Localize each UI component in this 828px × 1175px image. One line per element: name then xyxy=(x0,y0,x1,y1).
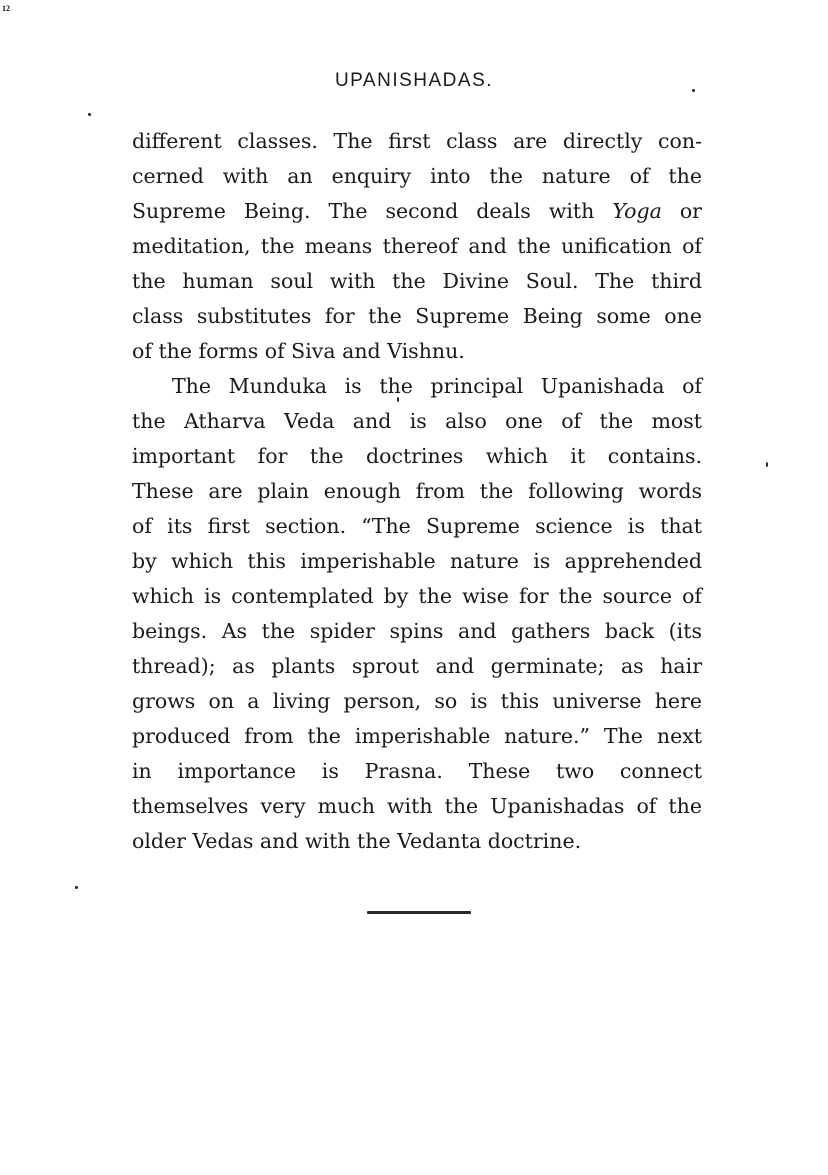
ink-speck xyxy=(75,886,78,889)
paragraph-2 xyxy=(132,369,702,859)
text-line: class substitutes for the Supreme Being some one xyxy=(132,304,702,328)
ink-speck xyxy=(692,89,695,92)
body-text xyxy=(132,124,702,859)
text-line: which is contemplated by the wise for the source of xyxy=(132,584,702,608)
text-line: cerned with an enquiry into the nature of the xyxy=(132,164,702,188)
text-line: meditation, the means thereof and the unification of xyxy=(132,234,702,258)
text-line: These are plain enough from the following words xyxy=(132,479,702,503)
paragraph-1 xyxy=(132,124,702,369)
text-line: the Atharva Veda and is also one of the most xyxy=(132,409,702,433)
text-line: themselves very much with the Upanishadas of the xyxy=(132,794,702,818)
text-line: the human soul with the Divine Soul. The third xyxy=(132,269,702,293)
text-line: by which this imperishable nature is apprehended xyxy=(132,549,702,573)
text-line: different classes. The first class are directly con- xyxy=(132,129,702,153)
text-line: of the forms of Siva and Vishnu. xyxy=(132,339,465,363)
text-line: in importance is Prasna. These two connect xyxy=(132,759,702,783)
text-line: beings. As the spider spins and gathers back (its xyxy=(132,619,702,643)
ink-speck xyxy=(88,113,91,116)
text-line: older Vedas and with the Vedanta doctrine. xyxy=(132,829,582,853)
text-line: The Munduka is the principal Upanishada of xyxy=(172,374,702,398)
text-line: of its first section. “The Supreme science is that xyxy=(132,514,702,538)
text-line: Supreme Being. The second deals with Yoga or xyxy=(132,199,702,223)
end-rule xyxy=(367,911,471,914)
text-line: produced from the imperishable nature.” The next xyxy=(132,724,702,748)
text-line: important for the doctrines which it contains. xyxy=(132,444,702,468)
running-head: UPANISHADAS. xyxy=(334,70,494,91)
text-line: thread); as plants sprout and germinate; as hair xyxy=(132,654,702,678)
ink-speck xyxy=(766,462,768,467)
corner-mark: 12 xyxy=(2,4,10,13)
text-line: grows on a living person, so is this universe here xyxy=(132,689,702,713)
